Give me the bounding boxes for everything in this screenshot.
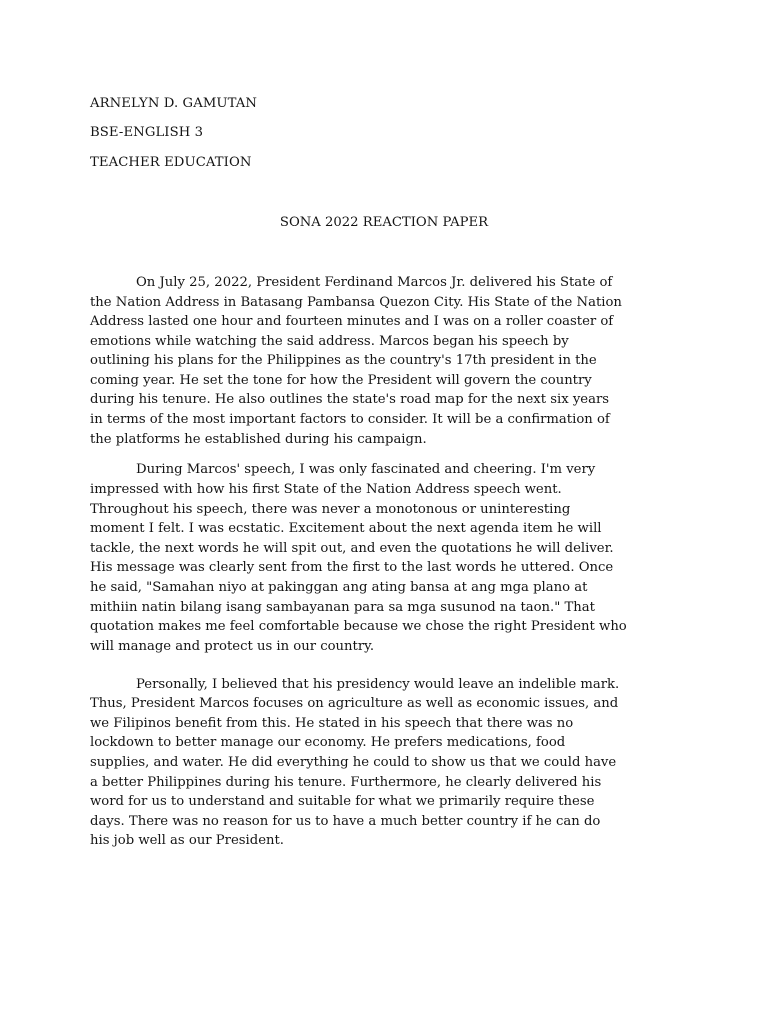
paragraph-line: tackle, the next words he will spit out, and even the quotations he will deliver. xyxy=(90,541,614,556)
paragraph-line: Thus, President Marcos focuses on agriculture as well as economic issues, and xyxy=(90,696,619,711)
paragraph-line: a better Philippines during his tenure. Furthermore, he clearly delivered his xyxy=(90,775,602,790)
paragraph-line: supplies, and water. He did everything he could to show us that we could have xyxy=(90,755,617,770)
paragraph-line: the platforms he established during his campaign. xyxy=(90,432,427,447)
paragraph-line: lockdown to better manage our economy. He prefers medications, food xyxy=(90,735,566,750)
paragraph-line: Throughout his speech, there was never a monotonous or uninteresting xyxy=(90,502,571,517)
paragraph-line: the Nation Address in Batasang Pambansa Quezon City. His State of the Nation xyxy=(90,295,622,310)
paragraph-line: in terms of the most important factors to consider. It will be a confirmation of xyxy=(90,412,610,427)
paragraph-line: will manage and protect us in our country. xyxy=(90,639,375,654)
paragraph-line: His message was clearly sent from the first to the last words he uttered. Once xyxy=(90,560,614,575)
paragraph-line: he said, "Samahan niyo at pakinggan ang ating bansa at ang mga plano at xyxy=(90,580,588,595)
paragraph-line: days. There was no reason for us to have a much better country if he can do xyxy=(90,814,601,829)
department-line: TEACHER EDUCATION xyxy=(90,155,252,170)
paragraph-line: quotation makes me feel comfortable because we chose the right President who xyxy=(90,619,627,634)
paragraph-line: impressed with how his first State of the Nation Address speech went. xyxy=(90,482,562,497)
paragraph-line: emotions while watching the said address. Marcos began his speech by xyxy=(90,334,569,349)
paragraph-line: On July 25, 2022, President Ferdinand Marcos Jr. delivered his State of xyxy=(136,275,613,290)
paragraph-line: During Marcos' speech, I was only fascinated and cheering. I'm very xyxy=(136,462,596,477)
paragraph-line: mithiin natin bilang isang sambayanan para sa mga susunod na taon." That xyxy=(90,600,595,615)
paragraph-line: Address lasted one hour and fourteen minutes and I was on a roller coaster of xyxy=(90,314,614,329)
paragraph-line: word for us to understand and suitable for what we primarily require these xyxy=(90,794,595,809)
paragraph-line: moment I felt. I was ecstatic. Excitement about the next agenda item he will xyxy=(90,521,602,536)
course-line: BSE-ENGLISH 3 xyxy=(90,125,204,140)
author-name: ARNELYN D. GAMUTAN xyxy=(90,96,258,111)
paragraph-line: coming year. He set the tone for how the President will govern the country xyxy=(90,373,592,388)
paragraph-line: his job well as our President. xyxy=(90,833,285,848)
paragraph-line: during his tenure. He also outlines the state's road map for the next six years xyxy=(90,392,610,407)
paragraph-line: we Filipinos benefit from this. He stated in his speech that there was no xyxy=(90,716,574,731)
paper-title: SONA 2022 REACTION PAPER xyxy=(279,215,489,230)
paragraph-line: outlining his plans for the Philippines as the country's 17th president in the xyxy=(90,353,597,368)
paragraph-line: Personally, I believed that his presidency would leave an indelible mark. xyxy=(136,677,620,692)
